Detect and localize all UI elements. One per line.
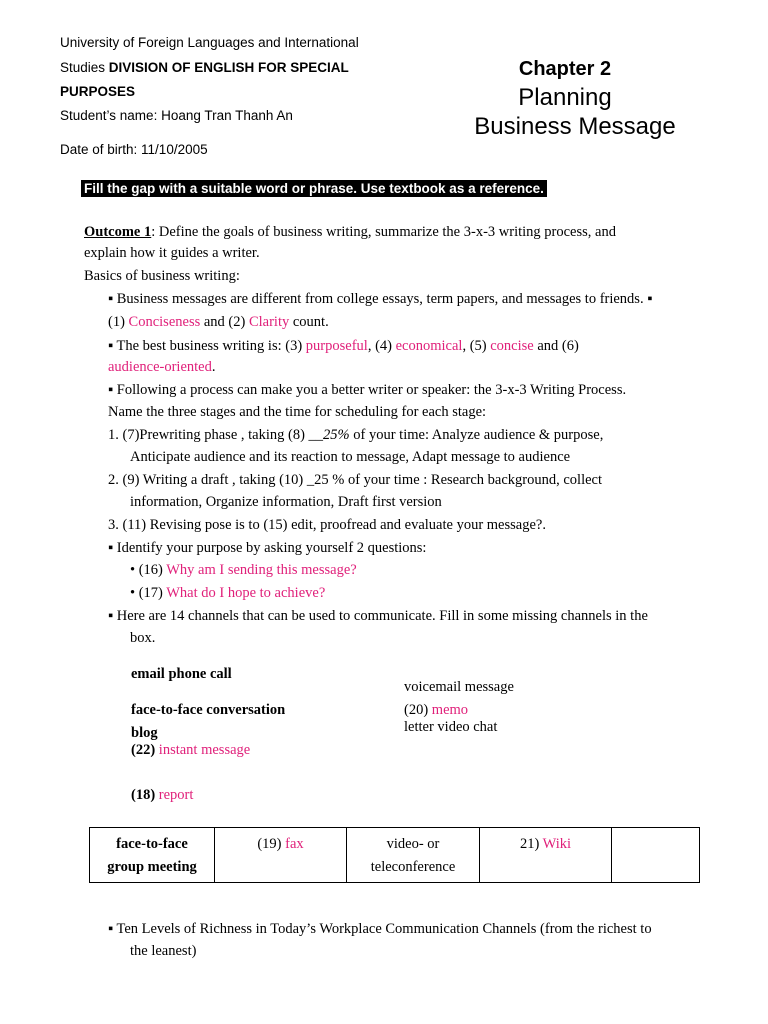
answer-5: concise (490, 338, 534, 354)
outcome-line-1 (84, 224, 616, 241)
bullet-business-messages: ▪ Business messages are different from college essays, term papers, and messages to friends. ▪ (108, 291, 653, 307)
division-text: DIVISION OF ENGLISH FOR SPECIAL (108, 60, 349, 75)
outcome-text: : Define the goals of business writing, summarize the 3-x-3 writing process, and (151, 224, 616, 240)
answer-6: audience-oriented (108, 359, 212, 375)
answer-3: purposeful (305, 338, 368, 354)
table-cell-teleconference (347, 828, 480, 883)
cell-3-line-2: teleconference (370, 859, 456, 875)
table-cell-group-meeting (90, 828, 215, 883)
student-name-line (60, 108, 293, 123)
header-purposes (60, 84, 135, 99)
channel-email-phone: email phone call (131, 666, 232, 682)
stages-instruction: Name the three stages and the time for scheduling for each stage: (108, 404, 487, 420)
label-1: (1) (108, 314, 129, 330)
cell-1-line-2: group meeting (107, 859, 197, 875)
answer-6-line (108, 359, 215, 376)
period: . (211, 359, 216, 375)
stage-2-details: information, Organize information, Draft first version (130, 494, 442, 510)
table-cell-empty (612, 828, 700, 883)
university-line: University of Foreign Languages and International (60, 35, 359, 50)
bullet-process: ▪ Following a process can make you a better writer or speaker: the 3-x-3 Writing Process. (108, 382, 627, 398)
answer-20: memo (431, 702, 469, 718)
answer-2: Clarity (248, 314, 290, 330)
purposes-text: PURPOSES (60, 84, 136, 99)
label-19: (19) (257, 836, 286, 852)
table-row (90, 828, 700, 883)
table-cell-21 (480, 828, 612, 883)
header-university (60, 35, 359, 50)
channels-table (89, 827, 700, 883)
dob-value: 11/10/2005 (141, 142, 208, 157)
date-of-birth-line (60, 142, 208, 157)
cell-3-line-1: video- or (386, 836, 440, 852)
stage-1-text: 1. (7)Prewriting phase , taking (8) __ (108, 427, 324, 443)
student-label: Student’s name: (60, 108, 162, 123)
stage-1-details: Anticipate audience and its reaction to message, Adapt message to audience (130, 449, 571, 465)
label-4: , (4) (367, 338, 396, 354)
bullet-purpose: ▪ Identify your purpose by asking yourself 2 questions: (108, 540, 427, 556)
channel-voicemail: voicemail message (404, 679, 514, 695)
planning-title: Planning (518, 84, 612, 111)
answer-19: fax (285, 836, 304, 852)
label-18: (18) (131, 787, 159, 803)
channel-face-to-face: face-to-face conversation (131, 702, 286, 718)
best-writing-text: ▪ The best business writing is: (3) (108, 338, 306, 354)
answer-21: Wiki (542, 836, 572, 852)
stage-2: 2. (9) Writing a draft , taking (10) _25 % of your time : Research background, collect (108, 472, 603, 488)
bullet-richness-end: the leanest) (130, 943, 197, 959)
basics-heading: Basics of business writing: (84, 268, 240, 284)
label-5: , (5) (462, 338, 491, 354)
instruction-text: Fill the gap with a suitable word or phrase. Use textbook as a reference. (81, 180, 547, 197)
outcome-line-2: explain how it guides a writer. (84, 245, 260, 261)
channel-blog: blog (131, 725, 158, 741)
bullet-channels: ▪ Here are 14 channels that can be used to communicate. Fill in some missing channels in the (108, 608, 648, 624)
question-16 (130, 562, 357, 579)
answer-18: report (158, 787, 194, 803)
question-17 (130, 585, 325, 602)
label-22: (22) (131, 742, 159, 758)
stage-1 (108, 427, 603, 444)
answer-4: economical (395, 338, 463, 354)
bullet-channels-end: box. (130, 630, 156, 646)
channel-letter-video: letter video chat (404, 719, 498, 735)
stage-1-text-end: of your time: Analyze audience & purpose, (349, 427, 604, 443)
header-division (60, 60, 349, 75)
student-name: Hoang Tran Thanh An (161, 108, 293, 123)
answer-22: instant message (158, 742, 251, 758)
business-message-title: Business Message (474, 113, 676, 140)
table-cell-19 (215, 828, 347, 883)
answer-1: Conciseness (128, 314, 201, 330)
channel-18 (131, 787, 193, 804)
channel-22 (131, 742, 250, 759)
dob-label: Date of birth: (60, 142, 142, 157)
answer-16: Why am I sending this message? (166, 562, 357, 578)
bullet-richness: ▪ Ten Levels of Richness in Today’s Workplace Communication Channels (from the richest to (108, 921, 652, 937)
label-17: • (17) (130, 585, 167, 601)
label-6: and (6) (533, 338, 579, 354)
stage-1-percent: 25% (323, 427, 350, 443)
count-text: count. (289, 314, 329, 330)
channel-20 (404, 702, 468, 719)
bullet-best-writing (108, 338, 579, 355)
cell-1-line-1: face-to-face (116, 836, 188, 852)
chapter-title: Chapter 2 (518, 58, 612, 80)
answer-17: What do I hope to achieve? (166, 585, 326, 601)
label-21: 21) (519, 836, 543, 852)
instruction-banner (81, 181, 547, 198)
label-16: • (16) (130, 562, 167, 578)
stage-3: 3. (11) Revising pose is to (15) edit, proofread and evaluate your message?. (108, 517, 546, 533)
studies-text: Studies (60, 60, 109, 75)
label-20: (20) (404, 702, 432, 718)
label-2: and (2) (200, 314, 249, 330)
answers-1-2 (108, 314, 329, 331)
outcome-label: Outcome 1 (84, 224, 152, 240)
